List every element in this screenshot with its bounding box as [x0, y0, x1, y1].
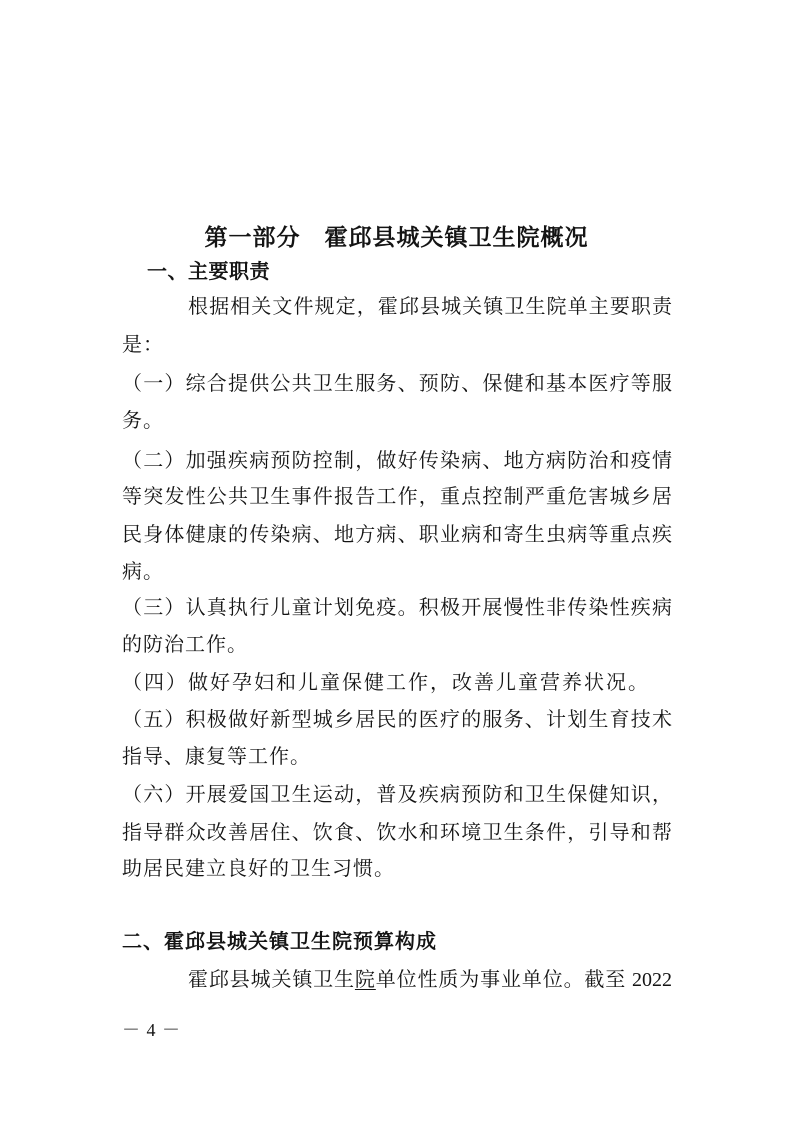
page-title: 第一部分 霍邱县城关镇卫生院概况 — [204, 225, 589, 250]
duty-item-line: （六）开展爱国卫生运动，普及疾病预防和卫生保健知识， — [122, 784, 672, 806]
duty-item-line: 助居民建立良好的卫生习惯。 — [122, 858, 395, 880]
section-heading-duties: 一、主要职责 — [147, 261, 270, 283]
duty-item-line: 指导、康复等工作。 — [122, 746, 311, 768]
duty-item-line: （一）综合提供公共卫生服务、预防、保健和基本医疗等服 — [122, 373, 672, 395]
underlined-character: 院 — [354, 969, 376, 991]
duty-item-line: 病。 — [122, 561, 164, 583]
budget-text-end: 单位性质为事业单位。截至 2022 — [375, 969, 672, 991]
duty-item-line: （五）积极做好新型城乡居民的医疗的服务、计划生育技术 — [122, 709, 672, 731]
duty-item-line: 等突发性公共卫生事件报告工作，重点控制严重危害城乡居 — [122, 486, 672, 508]
paragraph-line: 根据相关文件规定，霍邱县城关镇卫生院单主要职责 — [188, 296, 672, 318]
section-heading-budget: 二、霍邱县城关镇卫生院预算构成 — [122, 931, 437, 953]
paragraph-line: 是： — [122, 334, 164, 356]
duty-item-line: 的防治工作。 — [122, 634, 248, 656]
budget-paragraph-line — [188, 965, 672, 995]
duty-item-line: 务。 — [122, 410, 164, 432]
duty-item-line: （二）加强疾病预防控制，做好传染病、地方病防治和疫情 — [122, 450, 672, 472]
duty-item-line: （三）认真执行儿童计划免疫。积极开展慢性非传染性疾病 — [122, 597, 672, 619]
duty-item-line: （四）做好孕妇和儿童保健工作，改善儿童营养状况。 — [122, 672, 650, 694]
duty-item-line: 指导群众改善居住、饮食、饮水和环境卫生条件，引导和帮 — [122, 822, 672, 844]
duty-item-line: 民身体健康的传染病、地方病、职业病和寄生虫病等重点疾 — [122, 524, 672, 546]
budget-text-start: 霍邱县城关镇卫生 — [188, 969, 355, 991]
page-number: － 4 － — [122, 1020, 181, 1040]
